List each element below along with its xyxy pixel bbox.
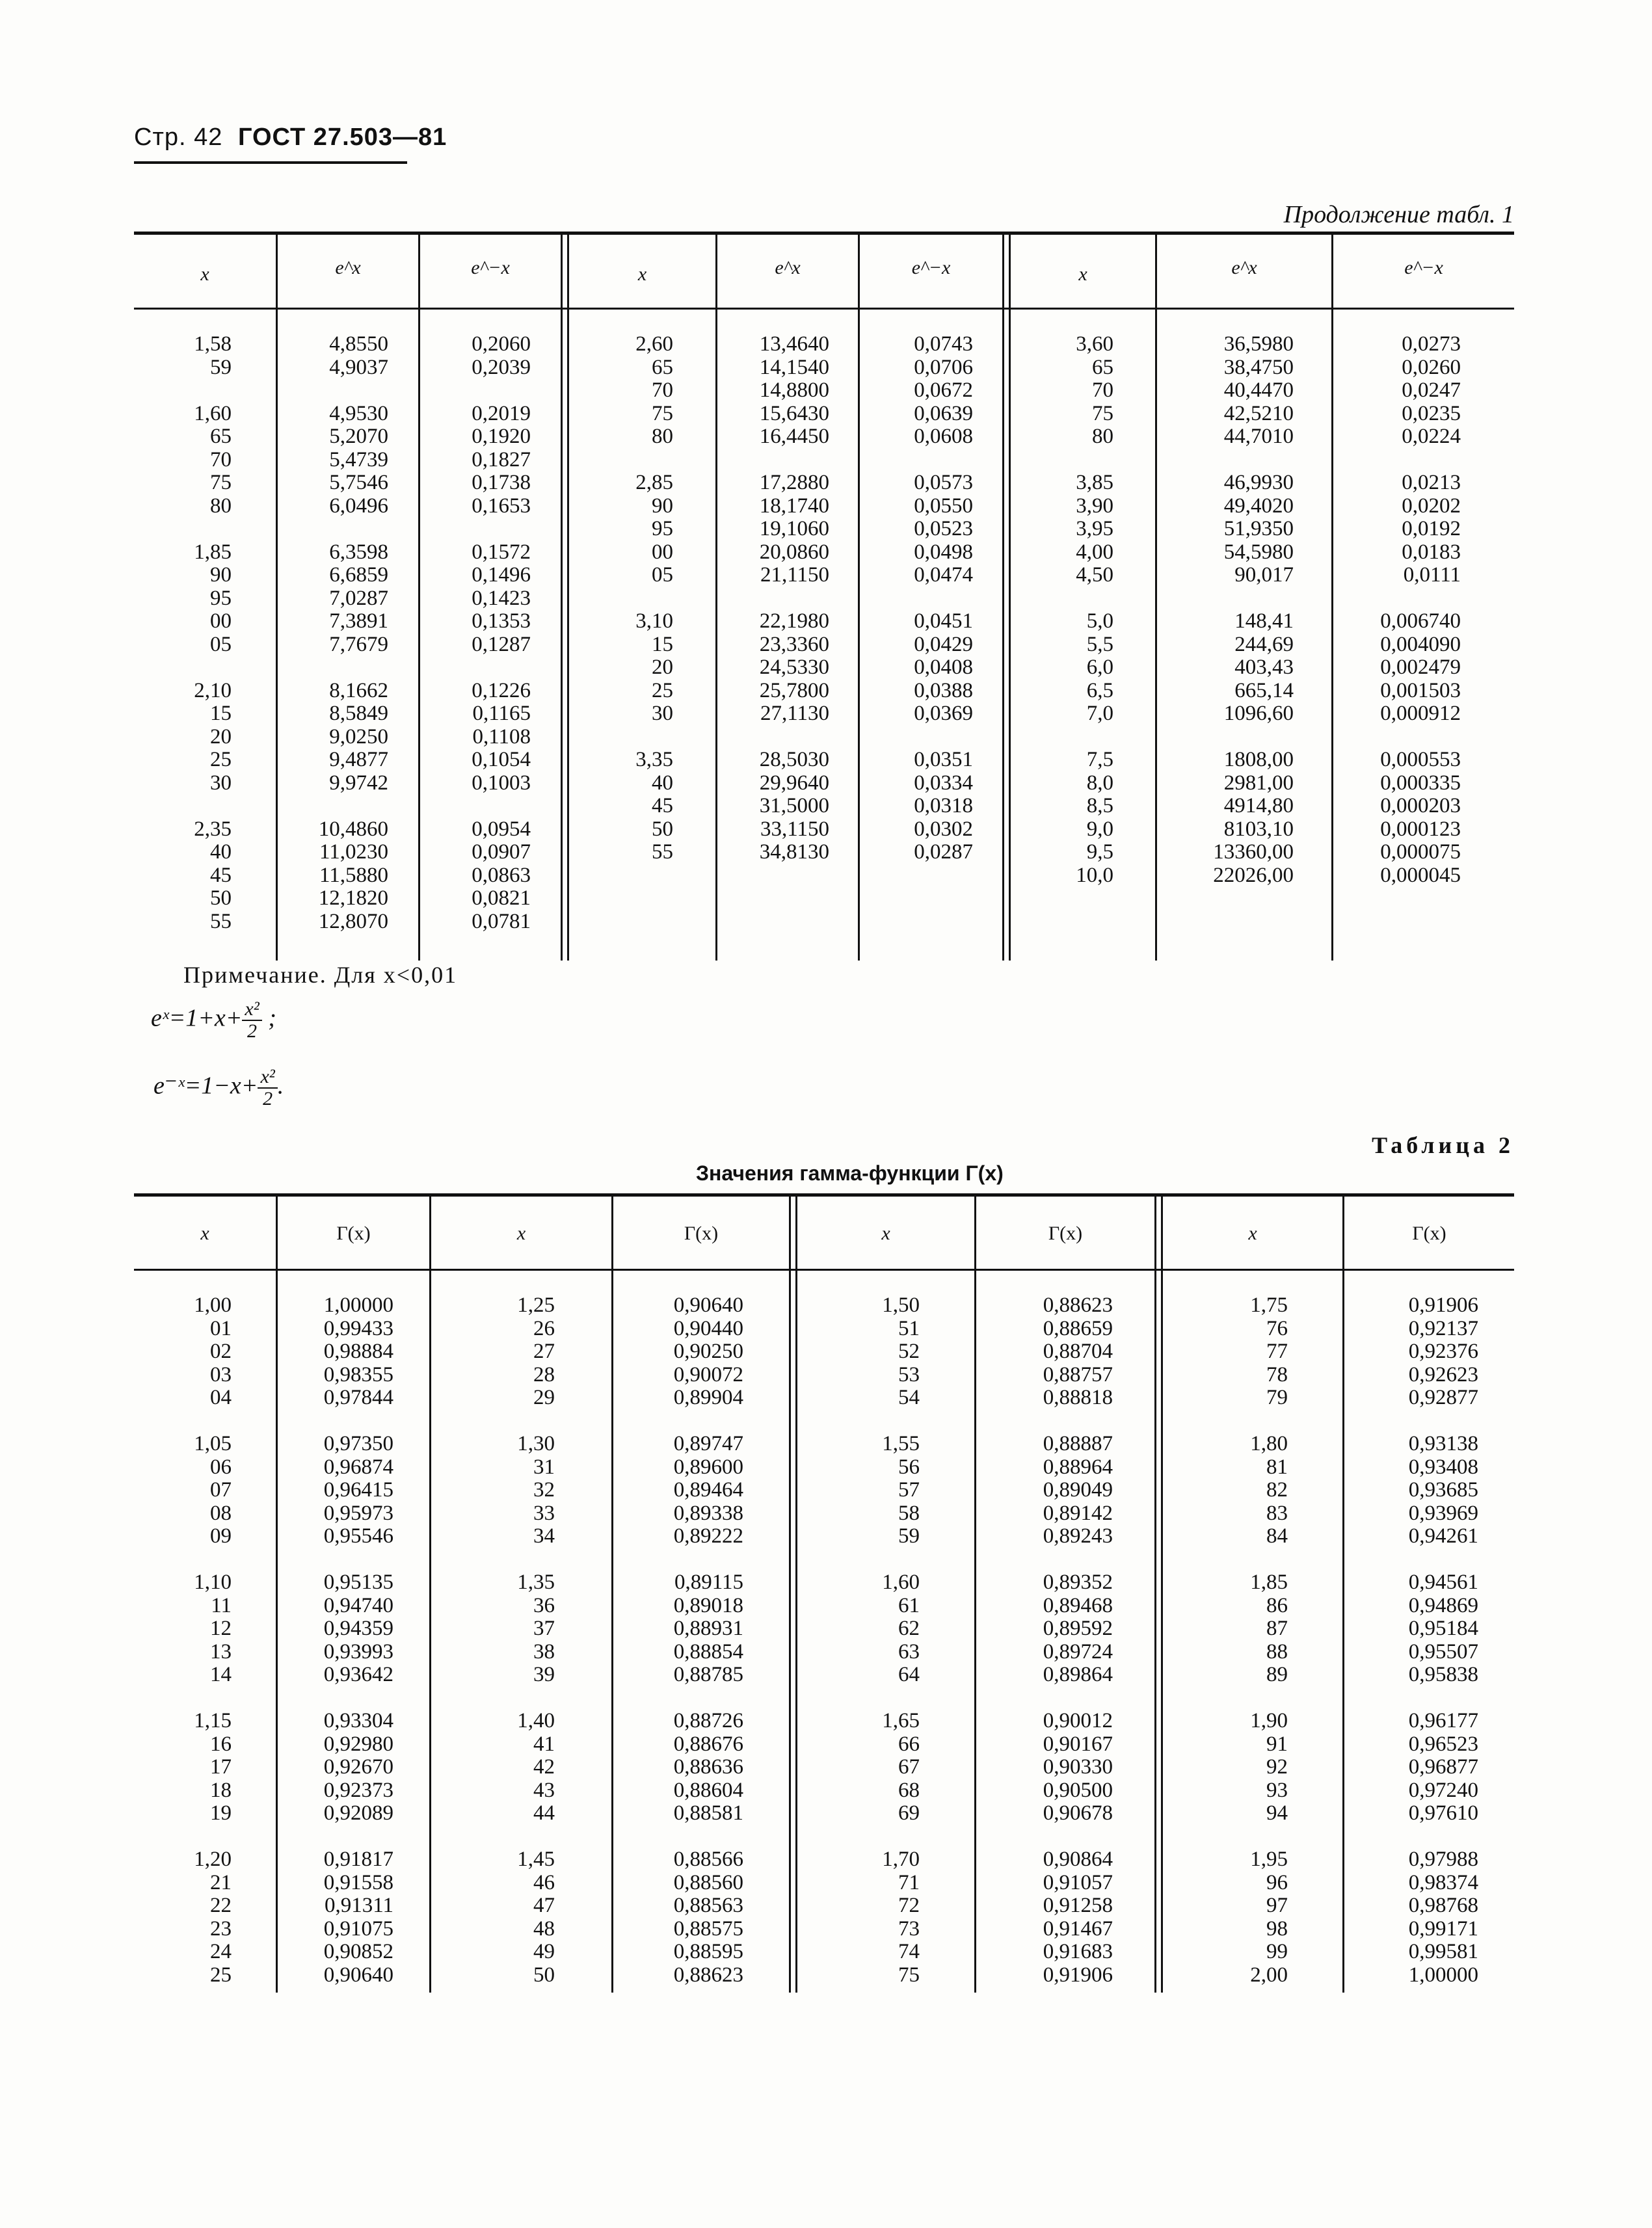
t1-header-x-2: x xyxy=(637,263,647,285)
t2-g2-x-column: 1,25 26 27 28 29 1,30 31 32 33 34 1,35 36 37 38 39 1,40 41 42 43 44 1,45 46 47 48 49 50 xyxy=(517,1293,555,1987)
formula-emx-tail: . xyxy=(277,1072,284,1100)
t1-header-ex-3: e^x xyxy=(1231,257,1257,278)
t1-g3-emx-column: 0,0273 0,0260 0,0247 0,0235 0,0224 0,0213 0,0202 0,0192 0,0183 0,0111 0,006740 0,004090 0,002479 0,001503 0,000912 0,000553 0,000335 0,000203 0,000123 0,000075 0,000045 xyxy=(1380,332,1461,887)
t1-header-ex-1: e^x xyxy=(335,257,361,278)
t2-g1-x-column: 1,00 01 02 03 04 1,05 06 07 08 09 1,10 11 12 13 14 1,15 16 17 18 19 1,20 21 22 23 24 25 xyxy=(194,1293,232,1987)
formula-emx xyxy=(153,1067,284,1109)
header-underline xyxy=(134,161,407,164)
table2-title: Значения гамма-функции Γ(x) xyxy=(696,1161,1004,1185)
t1-g1-x-column: 1,58 59 1,60 65 70 75 80 1,85 90 95 00 05 2,10 15 20 25 30 2,35 40 45 50 55 xyxy=(194,332,232,933)
t2-g2-gamma-column: 0,90640 0,90440 0,90250 0,90072 0,89904 0,89747 0,89600 0,89464 0,89338 0,89222 0,89115 0,89018 0,88931 0,88854 0,88785 0,88726 0,88676 0,88636 0,88604 0,88581 0,88566 0,88560 0,88563 0,88575 0,88595 0,88623 xyxy=(673,1293,743,1987)
t1-g2-x-column: 2,60 65 70 75 80 2,85 90 95 00 05 3,10 15 20 25 30 3,35 40 45 50 55 xyxy=(635,332,673,864)
frac-num: x² xyxy=(242,999,261,1021)
table1-continuation: Продолжение табл. 1 xyxy=(1283,201,1514,228)
t1-header-emx-1: e^−x xyxy=(471,257,510,278)
t2-g1-gamma-column: 1,00000 0,99433 0,98884 0,98355 0,97844 0,97350 0,96874 0,96415 0,95973 0,95546 0,95135 0,94740 0,94359 0,93993 0,93642 0,93304 0,92980 0,92670 0,92373 0,92089 0,91817 0,91558 0,91311 0,91075 0,90852 0,90640 xyxy=(323,1293,393,1987)
t2-g4-gamma-column: 0,91906 0,92137 0,92376 0,92623 0,92877 0,93138 0,93408 0,93685 0,93969 0,94261 0,94561 0,94869 0,95184 0,95507 0,95838 0,96177 0,96523 0,96877 0,97240 0,97610 0,97988 0,98374 0,98768 0,99171 0,99581 1,00000 xyxy=(1408,1293,1478,1987)
frac-num: x² xyxy=(258,1067,277,1089)
t1-g2-emx-column: 0,0743 0,0706 0,0672 0,0639 0,0608 0,0573 0,0550 0,0523 0,0498 0,0474 0,0451 0,0429 0,0408 0,0388 0,0369 0,0351 0,0334 0,0318 0,0302 0,0287 xyxy=(914,332,973,864)
t2-header-x-4: x xyxy=(1248,1223,1257,1244)
t2-header-g-1: Γ(x) xyxy=(336,1223,371,1244)
table1-header-rule xyxy=(134,308,1514,310)
table1-note: Примечание. Для x<0,01 xyxy=(183,962,458,988)
formula-ex xyxy=(151,999,276,1042)
t1-header-emx-2: e^−x xyxy=(911,257,951,278)
t2-header-g-2: Γ(x) xyxy=(684,1223,719,1244)
standard-code: ГОСТ 27.503—81 xyxy=(237,124,447,151)
t2-header-x-3: x xyxy=(881,1223,890,1244)
t2-g3-x-column: 1,50 51 52 53 54 1,55 56 57 58 59 1,60 61 62 63 64 1,65 66 67 68 69 1,70 71 72 73 74 75 xyxy=(882,1293,920,1987)
t2-g3-gamma-column: 0,88623 0,88659 0,88704 0,88757 0,88818 0,88887 0,88964 0,89049 0,89142 0,89243 0,89352 0,89468 0,89592 0,89724 0,89864 0,90012 0,90167 0,90330 0,90500 0,90678 0,90864 0,91057 0,91258 0,91467 0,91683 0,91906 xyxy=(1043,1293,1113,1987)
t1-header-x-1: x xyxy=(200,263,209,285)
formula-ex-lhs: eˣ=1+x+ xyxy=(151,1004,243,1032)
t2-header-x-2: x xyxy=(516,1223,526,1244)
table2-header-rule xyxy=(134,1269,1514,1271)
table1-top-rule xyxy=(134,232,1514,235)
t2-header-g-3: Γ(x) xyxy=(1048,1223,1083,1244)
formula-ex-fraction xyxy=(242,999,261,1042)
formula-emx-fraction xyxy=(258,1067,277,1109)
page-header xyxy=(134,124,447,152)
t1-header-x-3: x xyxy=(1078,263,1087,285)
formula-ex-tail: ; xyxy=(268,1004,276,1032)
table2-top-rule xyxy=(134,1193,1514,1197)
frac-den: 2 xyxy=(263,1088,273,1109)
t2-g4-x-column: 1,75 76 77 78 79 1,80 81 82 83 84 1,85 86 87 88 89 1,90 91 92 93 94 1,95 96 97 98 99 2,00 xyxy=(1250,1293,1288,1987)
t1-header-emx-3: e^−x xyxy=(1404,257,1443,278)
frac-den: 2 xyxy=(247,1020,258,1042)
formula-emx-lhs: e⁻ˣ=1−x+ xyxy=(153,1072,258,1100)
t1-header-ex-2: e^x xyxy=(775,257,801,278)
t2-header-g-4: Γ(x) xyxy=(1412,1223,1446,1244)
t1-g1-emx-column: 0,2060 0,2039 0,2019 0,1920 0,1827 0,1738 0,1653 0,1572 0,1496 0,1423 0,1353 0,1287 0,1226 0,1165 0,1108 0,1054 0,1003 0,0954 0,0907 0,0863 0,0821 0,0781 xyxy=(472,332,531,933)
t1-g1-ex-column: 4,8550 4,9037 4,9530 5,2070 5,4739 5,7546 6,0496 6,3598 6,6859 7,0287 7,3891 7,7679 8,1662 8,5849 9,0250 9,4877 9,9742 10,4860 11,0230 11,5880 12,1820 12,8070 xyxy=(318,332,388,933)
page-number: Стр. 42 xyxy=(134,124,223,151)
t2-header-x-1: x xyxy=(200,1223,209,1244)
t1-g3-x-column: 3,60 65 70 75 80 3,85 3,90 3,95 4,00 4,50 5,0 5,5 6,0 6,5 7,0 7,5 8,0 8,5 9,0 9,5 10,0 xyxy=(1076,332,1113,887)
t1-g3-ex-column: 36,5980 38,4750 40,4470 42,5210 44,7010 46,9930 49,4020 51,9350 54,5980 90,017 148,41 244,69 403,43 665,14 1096,60 1808,00 2981,00 4914,80 8103,10 13360,00 22026,00 xyxy=(1213,332,1294,887)
table2-label: Таблица 2 xyxy=(1372,1132,1514,1158)
t1-g2-ex-column: 13,4640 14,1540 14,8800 15,6430 16,4450 17,2880 18,1740 19,1060 20,0860 21,1150 22,1980 23,3360 24,5330 25,7800 27,1130 28,5030 29,9640 31,5000 33,1150 34,8130 xyxy=(759,332,829,864)
